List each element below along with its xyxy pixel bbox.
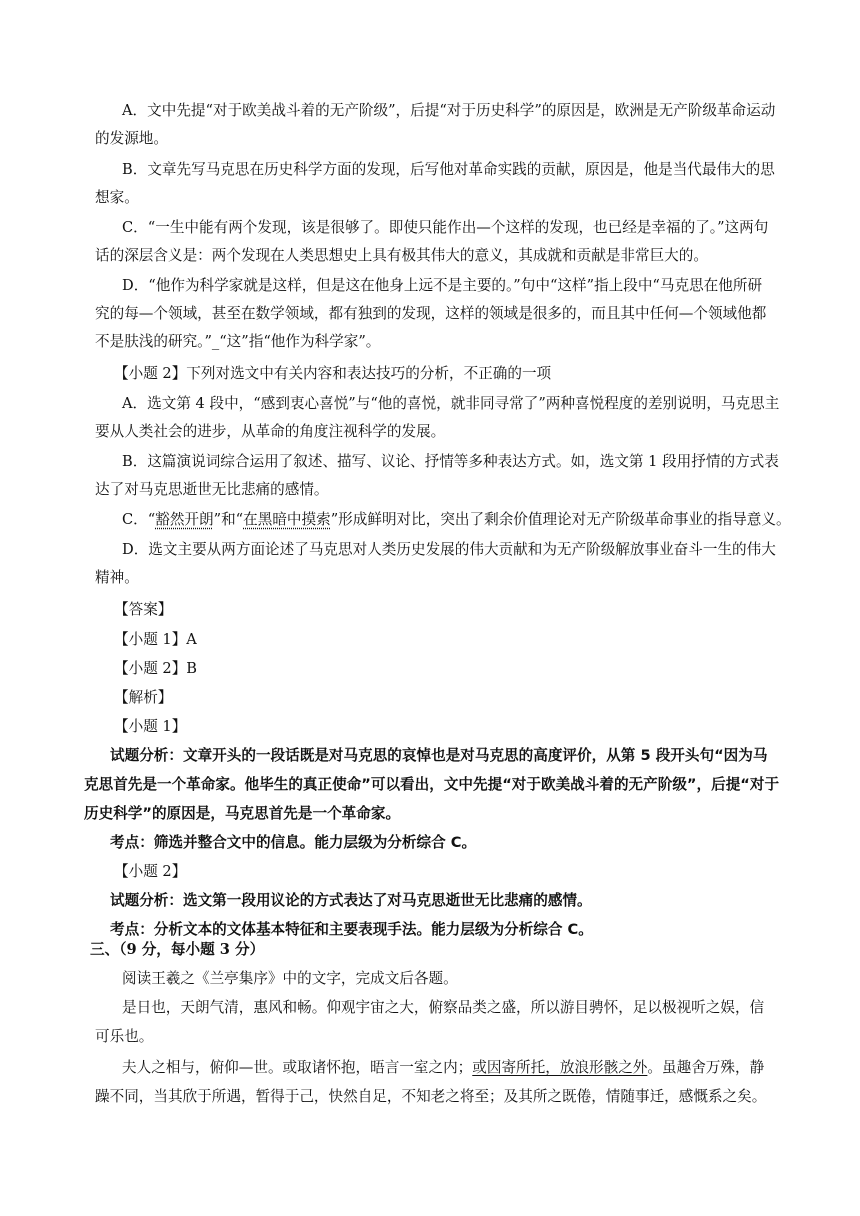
passage-p2-suffix: 。虽趣舍万殊，静	[647, 1059, 765, 1076]
q2-option-b-line1: B．这篇演说词综合运用了叙述、描写、议论、抒情等多种表达方式。如，选文第 1 段用抒情的方式表	[122, 453, 779, 470]
section-3-title: 三、（9 分，每小题 3 分）	[90, 941, 265, 958]
passage-p2-prefix: 夫人之相与，俯仰—世。或取诸怀抱，晤言一室之内；	[122, 1059, 473, 1076]
analysis-q2-heading: 【小题 2】	[114, 863, 187, 880]
analysis-q1-heading: 【小题 1】	[114, 718, 187, 735]
dotted-phrase-1: 豁然开朗	[155, 511, 214, 528]
q2-option-c-suffix: ”形成鲜明对比，突出了剩余价值理论对无产阶级革命事业的指导意义。	[330, 511, 791, 528]
answer-q2: 【小题 2】B	[114, 660, 198, 677]
passage-p1-line1: 是日也，天朗气清，惠风和畅。仰观宇宙之大，俯察品类之盛，所以游目骋怀，足以极视听之娱，信	[122, 999, 765, 1016]
underlined-sentence: 或因寄所托，放浪形骸之外	[472, 1059, 648, 1076]
q2-option-d-line1: D．选文主要从两方面论述了马克思对人类历史发展的伟大贡献和为无产阶级解放事业奋斗一生的伟大	[122, 541, 776, 558]
option-b-line2: 想家。	[95, 189, 139, 206]
option-a-line1: A．文中先提“对于欧美战斗着的无产阶级”，后提“对于历史科学”的原因是，欧洲是无产阶级革命运动	[122, 102, 776, 119]
answer-label: 【答案】	[114, 601, 173, 618]
dotted-phrase-2: 在黑暗中摸索	[243, 511, 331, 528]
question-2-stem: 【小题 2】下列对选文中有关内容和表达技巧的分析，不正确的一项	[114, 365, 552, 382]
q2-option-d-line2: 精神。	[95, 569, 139, 586]
analysis-q1-point: 考点：筛选并整合文中的信息。能力层级为分析综合 C。	[110, 834, 477, 851]
option-b-line1: B．文章先写马克思在历史科学方面的发现，后写他对革命实践的贡献，原因是，他是当代最伟大的思	[122, 161, 775, 178]
q2-option-a-line1: A．选文第 4 段中，“感到衷心喜悦”与“他的喜悦，就非同寻常了”两种喜悦程度的差别说明，马克思主	[122, 395, 780, 412]
passage-p1-line2: 可乐也。	[95, 1028, 154, 1045]
section-3-intro: 阅读王羲之《兰亭集序》中的文字，完成文后各题。	[122, 970, 458, 987]
analysis-q1-line3: 历史科学”的原因是，马克思首先是一个革命家。	[84, 805, 401, 822]
analysis-q1-line2: 克思首先是一个革命家。他毕生的真正使命”可以看出，文中先提“对于欧美战斗着的无产阶级”，后提“对于	[84, 776, 780, 793]
analysis-q2-point: 考点：分析文本的文体基本特征和主要表现手法。能力层级为分析综合 C。	[110, 921, 593, 938]
analysis-q2-line1: 试题分析：选文第一段用议论的方式表达了对马克思逝世无比悲痛的感情。	[110, 892, 592, 909]
q2-option-c-prefix: C．“	[122, 511, 156, 528]
passage-p2-line2: 躁不同，当其欣于所遇，暂得于己，快然自足，不知老之将至；及其所之既倦，情随事迁，感慨系之矣。	[95, 1088, 767, 1105]
q2-option-c	[122, 510, 791, 530]
option-d-line3: 不是肤浅的研究。”_“这”指“他作为科学家”。	[95, 333, 381, 350]
analysis-label: 【解析】	[114, 689, 173, 706]
option-d-line2: 究的每—个领域，甚至在数学领域，都有独到的发现，这样的领域是很多的，而且其中任何—个领域他都	[95, 305, 767, 322]
passage-p2-line1	[122, 1058, 764, 1078]
option-c-line2: 话的深层含义是：两个发现在人类思想史上具有极其伟大的意义，其成就和贡献是非常巨大的。	[95, 247, 708, 264]
q2-option-b-line2: 达了对马克思逝世无比悲痛的感情。	[95, 481, 329, 498]
analysis-q1-line1: 试题分析：文章开头的一段话既是对马克思的哀悼也是对马克思的高度评价，从第 5 段开头句“因为马	[110, 747, 768, 764]
q2-option-c-middle: ”和“	[213, 511, 244, 528]
option-a-line2: 的发源地。	[95, 130, 168, 147]
option-c-line1: C．“一生中能有两个发现，该是很够了。即使只能作出—个这样的发现，也已经是幸福的了。”这两句	[122, 219, 769, 236]
option-d-line1: D．“他作为科学家就是这样，但是这在他身上远不是主要的。”句中“这样”指上段中“马克思在他所研	[122, 277, 763, 294]
answer-q1: 【小题 1】A	[114, 631, 197, 648]
q2-option-a-line2: 要从人类社会的进步，从革命的角度注视科学的发展。	[95, 423, 446, 440]
